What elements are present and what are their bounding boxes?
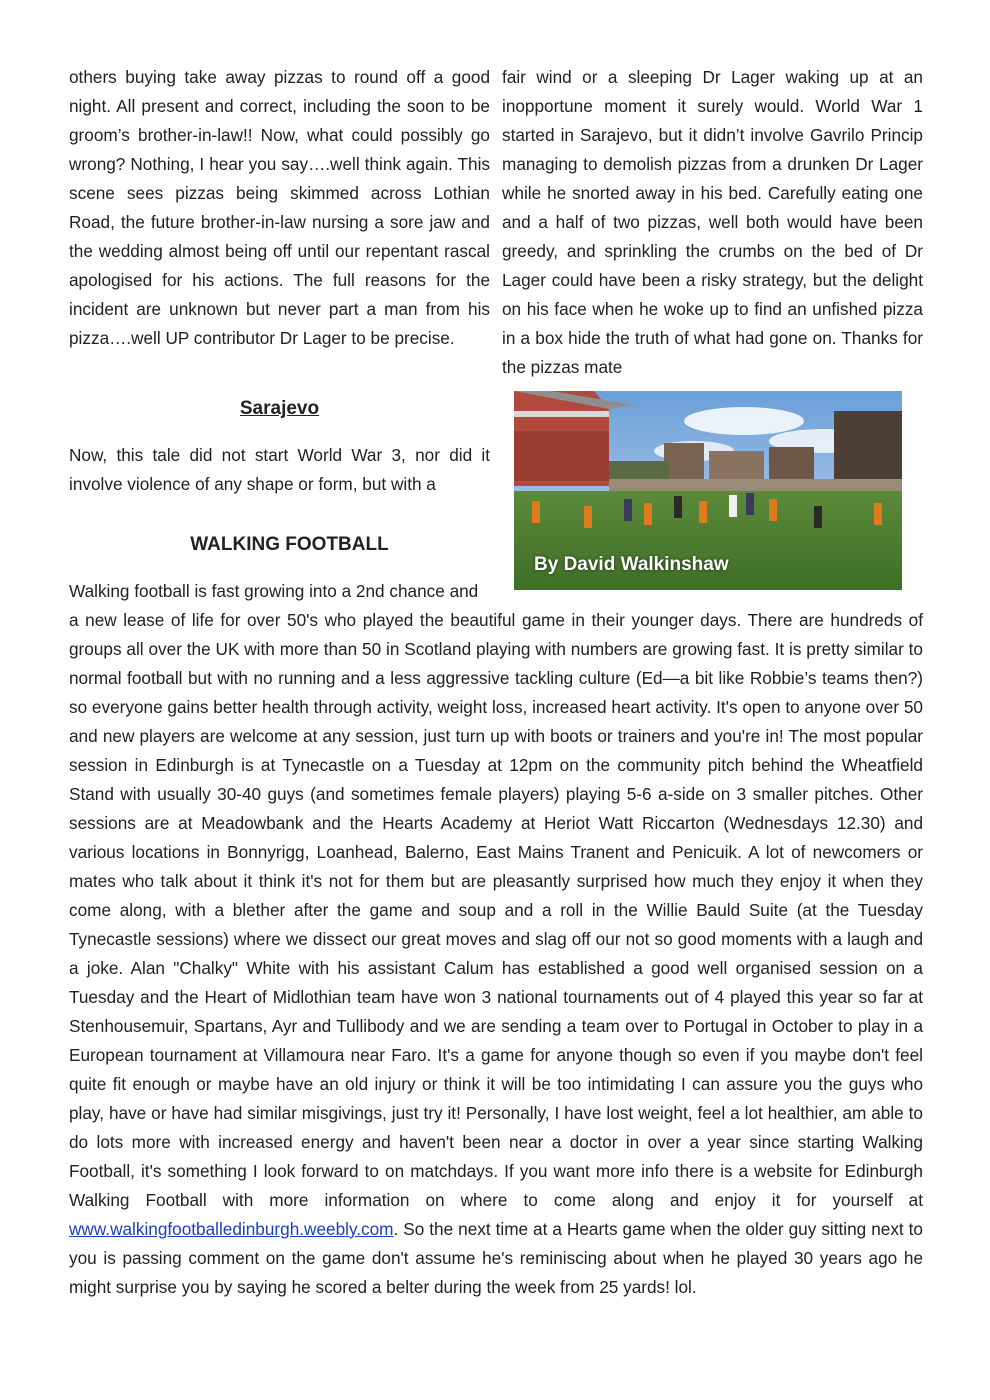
walking-football-photo <box>514 391 902 590</box>
body-text-after-link: . So the next time at a Hearts game when the older guy sitting next to you is passing comment on the game don't assume he's reminiscing about when he played 30 years ago he might surprise you by saying he scored a belter during the week from 25 yards! lol. <box>69 1219 923 1297</box>
right-column-text <box>502 63 923 382</box>
website-link[interactable]: www.walkingfootballedinburgh.weebly.com <box>69 1219 394 1239</box>
left-column-paragraph: others buying take away pizzas to round off a good night. All present and correct, including the soon to be groom’s brother-in-law!! Now, what could possibly go wrong? Nothing, I hear you say….well think again. This scene sees pizzas being skimmed across Lothian Road, the future brother-in-law nursing a sore jaw and the wedding almost being off until our repentant rascal apologised for his actions. The full reasons for the incident are unknown but never part a man from his pizza….well UP contributor Dr Lager to be precise. <box>69 67 490 348</box>
left-column-text <box>69 63 490 353</box>
photo-caption: By David Walkinshaw <box>534 554 729 575</box>
sarajevo-paragraph: Now, this tale did not start World War 3, nor did it involve violence of any shape or form, but with a <box>69 445 490 494</box>
sarajevo-heading: Sarajevo <box>239 398 320 419</box>
walking-football-intro: Walking football is fast growing into a 2nd chance and <box>69 581 479 601</box>
right-column-paragraph: fair wind or a sleeping Dr Lager waking up at an inopportune moment it surely would. World War 1 started in Sarajevo, but it didn’t involve Gavrilo Princip managing to demolish pizzas from a drunken Dr Lager while he snorted away in his bed. Carefully eating one and a half of two pizzas, well both would have been greedy, and sprinkling the crumbs on the bed of Dr Lager could have been a risky strategy, but the delight on his face when he woke up to find an unfished pizza in a box hide the truth of what had gone on. Thanks for the pizzas mate <box>502 67 923 377</box>
walking-football-body <box>69 606 923 1302</box>
body-text-before-link: a new lease of life for over 50's who played the beautiful game in their younger days. There are hundreds of groups all over the UK with more than 50 in Scotland playing with numbers are growing fast. It is pretty similar to normal football but with no running and a less aggressive tackling culture (Ed—a bit like Robbie’s teams then?) so everyone gains better health through activity, weight loss, increased heart activity. It's open to anyone over 50 and new players are welcome at any session, just turn up with boots or trainers and you're in! The most popular session in Edinburgh is at Tynecastle on a Tuesday at 12pm on the community pitch behind the Wheatfield Stand with usually 30-40 guys (and sometimes female players) playing 5-6 a-side on 3 smaller pitches. Other sessions are at Meadowbank and the Hearts Academy at Heriot Watt Riccarton (Wednesdays 12.30) and various locations in Bonnyrigg, Loanhead, Balerno, East Mains Tranent and Penicuik. A lot of newcomers or mates who talk about it think it's not for them but are pleasantly surprised how much they enjoy it when they come along, with a blether after the game and soup and a roll in the Willie Bauld Suite (at the Tuesday Tynecastle sessions) where we dissect our great moves and slag off our not so good moments with a laugh and a joke. Alan "Chalky" White with his assistant Calum has established a good well organised session on a Tuesday and the Heart of Midlothian team have won 3 national tournaments out of 4 played this year so far at Stenhousemuir, Spartans, Ayr and Tullibody and we are sending a team over to Portugal in October to play in a European tournament at Villamoura near Faro. It's a game for anyone though so even if you maybe don't feel quite fit enough or maybe have an old injury or think it will be too intimidating I can assure you the guys who play, have or have had similar misgivings, just try it! Personally, I have lost weight, feel a lot healthier, am able to do lots more with increased energy and haven't been near a doctor in over a year since starting Walking Football, it's something I look forward to on matchdays. If you want more info there is a website for Edinburgh Walking Football with more information on where to come along and enjoy it for yourself at <box>69 610 923 1210</box>
walking-football-heading: WALKING FOOTBALL <box>190 534 389 555</box>
